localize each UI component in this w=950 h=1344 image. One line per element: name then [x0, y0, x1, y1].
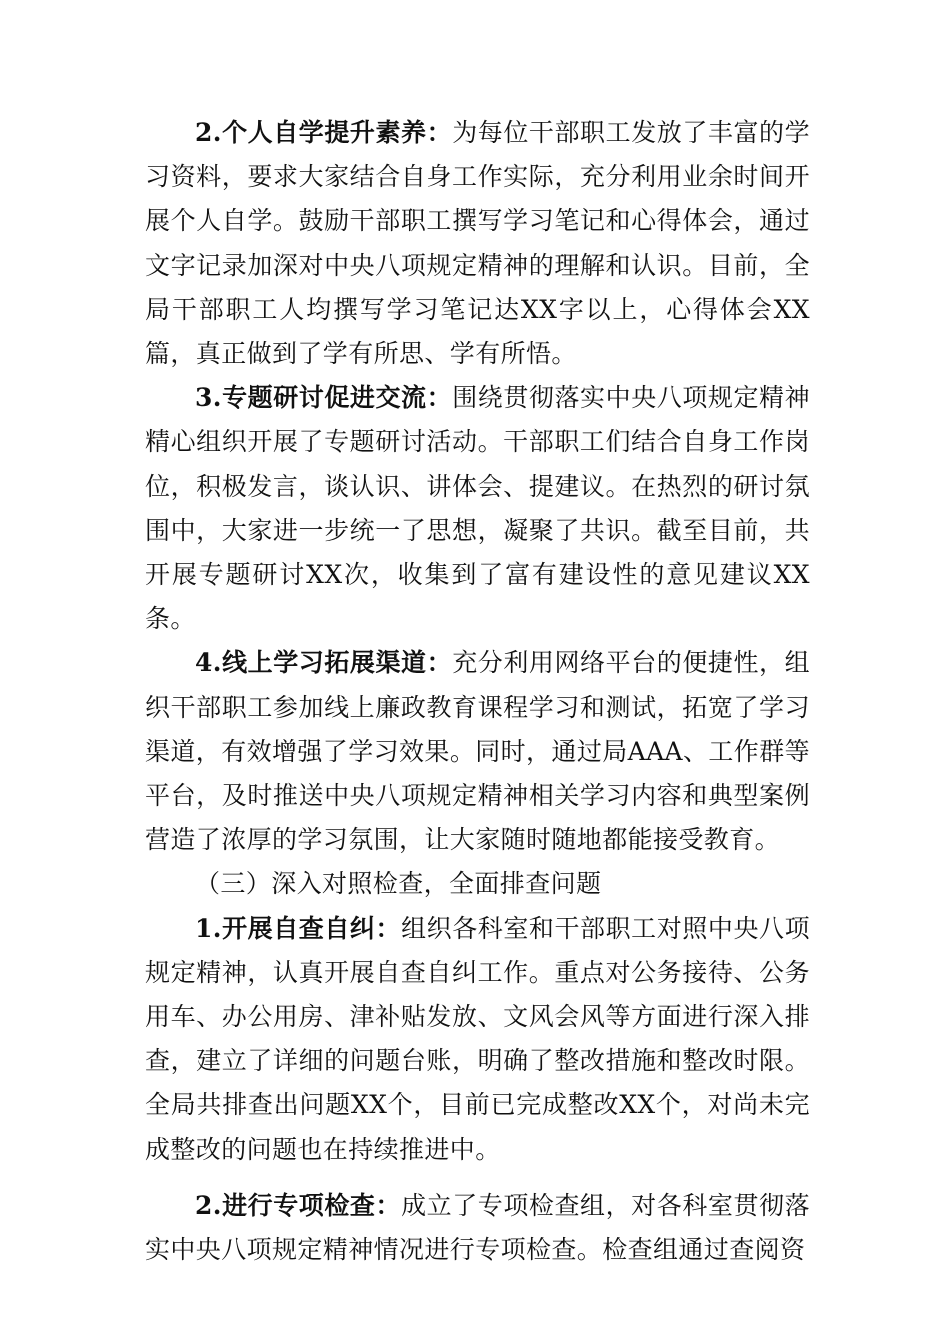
paragraph-body: 为每位干部职工发放了丰富的学习资料，要求大家结合自身工作实际，充分利用业余时间开展个人自学。鼓励干部职工撰写学习笔记和心得体会，通过文字记录加深对中央八项规定精神的理解和认识。目前，全局干部职工人均撰写学习笔记达XX字以上，心得体会XX篇，真正做到了学有所思、学有所悟。 — [145, 118, 811, 369]
paragraph-self-study — [145, 111, 810, 376]
paragraph-body: 成立了专项检查组，对各科室贯彻落实中央八项规定精神情况进行专项检查。检查组通过查阅资 — [145, 1190, 811, 1265]
paragraph-lead: 2.进行专项检查： — [195, 1190, 402, 1220]
paragraph-body: 围绕贯彻落实中央八项规定精神精心组织开展了专题研讨活动。干部职工们结合自身工作岗位，积极发言，谈认识、讲体会、提建议。在热烈的研讨氛围中，大家进一步统一了思想，凝聚了共识。截至目前，共开展专题研讨XX次，收集到了富有建设性的意见建议XX条。 — [145, 383, 811, 634]
section-heading: （三）深入对照检查，全面排查问题 — [195, 869, 602, 899]
paragraph-online-learning — [145, 641, 810, 862]
paragraph-seminar — [145, 376, 810, 641]
paragraph-lead: 1.开展自查自纠： — [195, 913, 402, 943]
document-page — [145, 111, 810, 1272]
paragraph-body: 组织各科室和干部职工对照中央八项规定精神，认真开展自查自纠工作。重点对公务接待、公务用车、办公用房、津补贴发放、文风会风等方面进行深入排查，建立了详细的问题台账，明确了整改措施和整改时限。全局共排查出问题XX个，目前已完成整改XX个，对尚未完成整改的问题也在持续推进中。 — [145, 913, 811, 1164]
paragraph-special-inspection — [145, 1184, 810, 1272]
paragraph-lead: 4.线上学习拓展渠道： — [195, 648, 453, 678]
paragraph-lead: 2.个人自学提升素养： — [195, 118, 453, 147]
paragraph-lead: 3.专题研讨促进交流： — [195, 383, 453, 413]
paragraph-self-inspection — [145, 907, 810, 1172]
paragraph-body: 充分利用网络平台的便捷性，组织干部职工参加线上廉政教育课程学习和测试，拓宽了学习渠道，有效增强了学习效果。同时，通过局AAA、工作群等平台，及时推送中央八项规定精神相关学习内容和典型案例营造了浓厚的学习氛围，让大家随时随地都能接受教育。 — [145, 648, 811, 855]
